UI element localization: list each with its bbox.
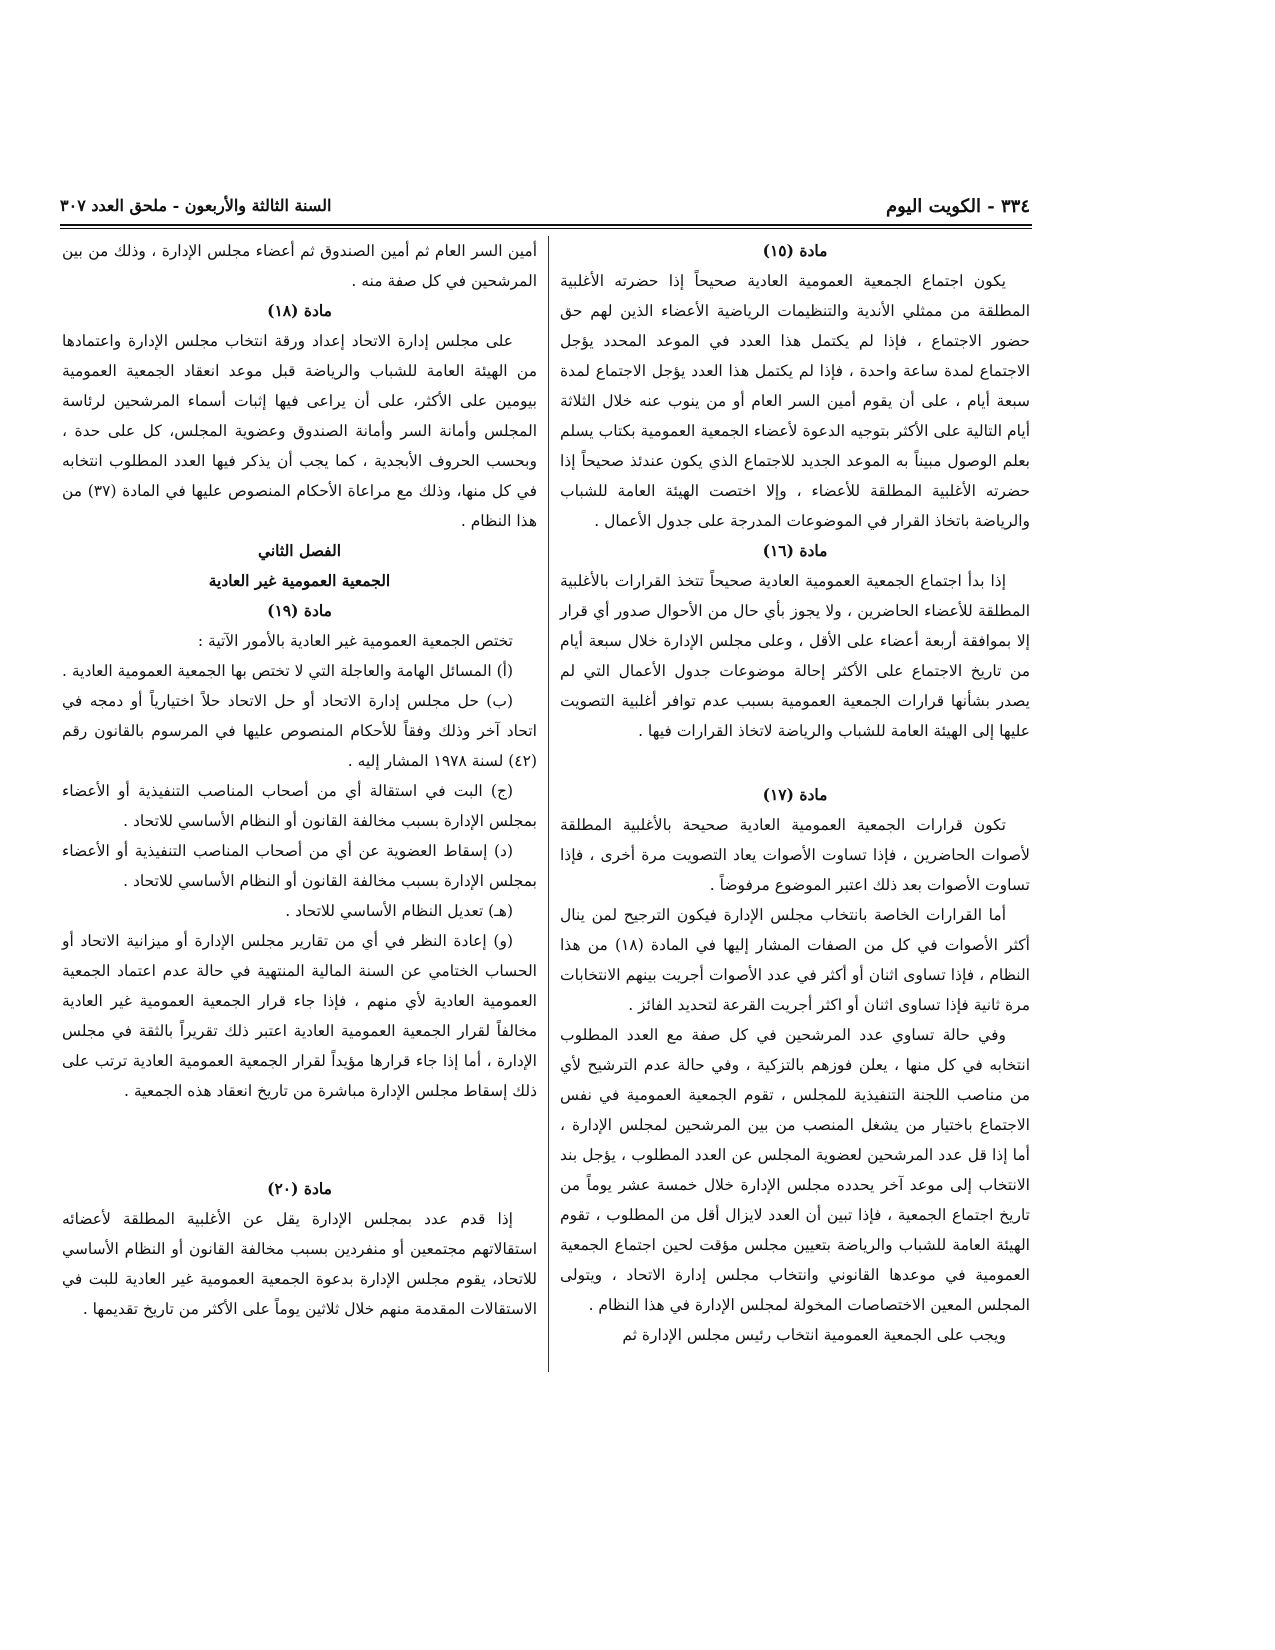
article-19-item-a: (أ) المسائل الهامة والعاجلة التي لا تختص بها الجمعية العمومية العادية . <box>62 662 513 680</box>
right-column <box>560 236 1030 1350</box>
article-16-text: إذا بدأ اجتماع الجمعية العمومية العادية صحيحاً تتخذ القرارات بالأغلبية المطلقة للأعضاء الحاضرين ، ولا يجوز بأي حال من الأحوال صدور أي قرار إلا بموافقة أربعة أعضاء على الأقل ، وعلى مجلس الإدارة خلال سبعة أيام من تاريخ الاجتماع على الأكثر إحالة موضوعات جدول الأعمال التي لم يصدر بشأنها قرارات الجمعية العمومية بسبب عدم توافر أغلبية التصويت عليها إلى الهيئة العامة للشباب والرياضة لاتخاذ القرارات فيها . <box>560 572 1030 740</box>
spacer <box>62 1106 537 1174</box>
header-page-number-title: ٣٣٤ - الكويت اليوم <box>885 196 1030 217</box>
column-divider <box>548 236 549 1372</box>
article-19-item-c: (ج) البت في استقالة أي من أصحاب المناصب التنفيذية أو الأعضاء بمجلس الإدارة بسبب مخالفة القانون أو النظام الأساسي للاتحاد . <box>62 782 537 830</box>
article-19-item-e: (هـ) تعديل النظام الأساسي للاتحاد . <box>285 902 513 920</box>
article-18-text: على مجلس إدارة الاتحاد إعداد ورقة انتخاب مجلس الإدارة واعتمادها من الهيئة العامة للشباب والرياضة قبل موعد انعقاد الجمعية العمومية بيومين على الأكثر، على أن يراعى فيها إثبات أسماء المرشحين لرئاسة المجلس وأمانة السر وأمانة الصندوق وعضوية المجلس، كل على حدة ، وبحسب الحروف الأبجدية ، كما يجب أن يذكر فيها العدد المطلوب انتخابه في كل منها، وذلك مع مراعاة الأحكام المنصوص عليها في المادة (٣٧) من هذا النظام . <box>62 332 537 530</box>
article-17-paragraph-1: تكون قرارات الجمعية العمومية العادية صحيحة بالأغلبية المطلقة لأصوات الحاضرين ، فإذا تساوت الأصوات يعاد التصويت مرة أخرى ، فإذا تساوت الأصوات بعد ذلك اعتبر الموضوع مرفوضاً . <box>560 816 1030 894</box>
article-19-item-f: (و) إعادة النظر في أي من تقارير مجلس الإدارة أو ميزانية الاتحاد أو الحساب الختامي عن السنة المالية المنتهية في حالة عدم اعتماد الجمعية العمومية العادية لأي منهم ، فإذا جاء قرار الجمعية العمومية غير العادية مخالفاً لقرار الجمعية العمومية العادية اعتبر ذلك تقريراً بالثقة في مجلس الإدارة ، أما إذا جاء قرارها مؤيداً لقرار الجمعية العمومية العادية ترتب على ذلك إسقاط مجلس الإدارة مباشرة من تاريخ انعقاد هذه الجمعية . <box>62 932 537 1100</box>
article-20-text: إذا قدم عدد بمجلس الإدارة يقل عن الأغلبية المطلقة لأعضائه استقالاتهم مجتمعين أو منفردين بسبب مخالفة القانون أو النظام الأساسي للاتحاد، يقوم مجلس الإدارة بدعوة الجمعية العمومية غير العادية للبت في الاستقالات المقدمة منهم خلال ثلاثين يوماً على الأكثر من تاريخ تقديمها . <box>62 1210 537 1318</box>
continued-text: أمين السر العام ثم أمين الصندوق ثم أعضاء مجلس الإدارة ، وذلك من بين المرشحين في كل صفة منه . <box>62 242 537 290</box>
article-18-title: مادة (١٨) <box>267 301 332 320</box>
article-19-item-b: (ب) حل مجلس إدارة الاتحاد أو حل الاتحاد حلاً اختيارياً أو دمجه في اتحاد آخر وذلك وفقاً للأحكام المنصوص عليها في المرسوم بالقانون رقم (٤٢) لسنة ١٩٧٨ المشار إليه . <box>62 692 537 770</box>
article-19-item-d: (د) إسقاط العضوية عن أي من أصحاب المناصب التنفيذية أو الأعضاء بمجلس الإدارة بسبب مخالفة القانون أو النظام الأساسي للاتحاد . <box>62 842 537 890</box>
article-17-title: مادة (١٧) <box>762 785 828 804</box>
article-15-text: يكون اجتماع الجمعية العمومية العادية صحيحاً إذا حضرته الأغلبية المطلقة من ممثلي الأندية والتنظيمات الرياضية الأعضاء الذين لهم حق حضور الاجتماع ، فإذا لم يكتمل هذا العدد في الموعد المحدد يؤجل الاجتماع لمدة ساعة واحدة ، فإذا لم يكتمل هذا العدد يؤجل الاجتماع لمدة سبعة أيام ، على أن يقوم أمين السر العام أو من ينوب عنه خلال الثلاثة أيام التالية على الأكثر بتوجيه الدعوة لأعضاء الجمعية العمومية بكتاب يسلم بعلم الوصول مبيناً به الموعد الجديد للاجتماع الذي يكون عندئذ صحيحاً إذا حضرته الأغلبية المطلقة للأعضاء ، وإلا اختصت الهيئة العامة للشباب والرياضة باتخاذ القرار في الموضوعات المدرجة على جدول الأعمال . <box>560 272 1030 530</box>
header-rule-thin <box>60 228 1032 229</box>
chapter-subtitle: الجمعية العمومية غير العادية <box>208 571 391 590</box>
left-column <box>62 236 537 1324</box>
header-rule <box>60 224 1032 226</box>
article-17-paragraph-2: أما القرارات الخاصة بانتخاب مجلس الإدارة فيكون الترجيح لمن ينال أكثر الأصوات في كل من الصفات المشار إليها في المادة (١٨) من هذا النظام ، فإذا تساوى اثنان أو أكثر في عدد الأصوات أجريت بينهم الانتخابات مرة ثانية فإذا تساوى اثنان أو اكثر أجريت القرعة لتحديد الفائز . <box>560 906 1030 1014</box>
chapter-title: الفصل الثاني <box>257 541 342 560</box>
article-15-title: مادة (١٥) <box>762 241 828 260</box>
article-17-paragraph-4: ويجب على الجمعية العمومية انتخاب رئيس مجلس الإدارة ثم <box>622 1326 1006 1344</box>
spacer <box>560 746 1030 780</box>
article-19-intro: تختص الجمعية العمومية غير العادية بالأمور الآتية : <box>197 632 513 650</box>
page-header <box>60 196 1030 222</box>
article-19-title: مادة (١٩) <box>267 601 332 620</box>
header-issue-info: السنة الثالثة والأربعون - ملحق العدد ٣٠٧ <box>60 196 332 215</box>
article-20-title: مادة (٢٠) <box>267 1179 332 1198</box>
article-16-title: مادة (١٦) <box>762 541 828 560</box>
article-17-paragraph-3: وفي حالة تساوي عدد المرشحين في كل صفة مع العدد المطلوب انتخابه في كل منها ، يعلن فوزهم بالتزكية ، وفي حالة عدم الترشيح لأي من مناصب اللجنة التنفيذية للمجلس ، تقوم الجمعية العمومية في نفس الاجتماع باختيار من يشغل المنصب من بين المرشحين لمجلس الإدارة ، أما إذا قل عدد المرشحين لعضوية المجلس عن العدد المطلوب ، يؤجل بند الانتخاب إلى موعد آخر يحدده مجلس الإدارة خلال خمسة عشر يوماً من تاريخ اجتماع الجمعية ، فإذا تبين أن العدد لايزال أقل من المطلوب ، تقوم الهيئة العامة للشباب والرياضة بتعيين مجلس مؤقت لحين اجتماع الجمعية العمومية في موعدها القانوني وانتخاب مجلس إدارة الاتحاد ، ويتولى المجلس المعين الاختصاصات المخولة لمجلس الإدارة في هذا النظام . <box>560 1026 1030 1314</box>
